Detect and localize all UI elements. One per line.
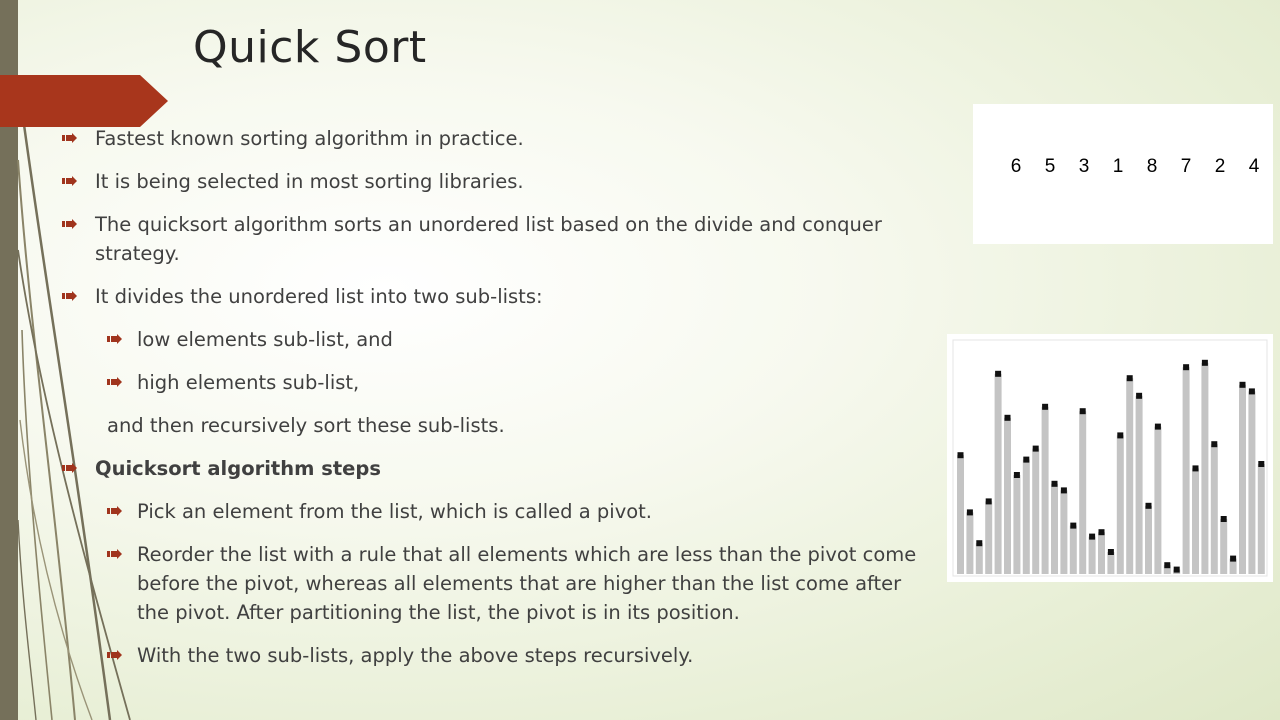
sorting-bar — [1183, 367, 1190, 574]
value-marker — [986, 498, 992, 504]
sorting-bar — [957, 455, 964, 574]
arrow-bullet-icon — [107, 549, 122, 559]
value-marker — [995, 371, 1001, 377]
value-marker — [1164, 562, 1170, 568]
arrow-bullet-icon — [62, 176, 77, 186]
sorting-bar — [1089, 537, 1096, 574]
value-marker — [1136, 393, 1142, 399]
sorting-bar — [1258, 464, 1265, 574]
sorting-bar — [966, 512, 973, 574]
sorting-bar — [1013, 475, 1020, 574]
value-marker — [1099, 529, 1105, 535]
value-marker — [1080, 408, 1086, 414]
value-marker — [1089, 534, 1095, 540]
bullet-text: Pick an element from the list, which is called a pivot. — [137, 500, 653, 523]
number-sequence — [999, 156, 1271, 178]
value-marker — [1155, 424, 1161, 430]
slide-title: Quick Sort — [193, 22, 427, 73]
sequence-number: 2 — [1214, 156, 1226, 177]
sequence-number: 3 — [1078, 156, 1090, 177]
bullet-item — [62, 454, 932, 483]
arrow-bullet-icon — [107, 506, 122, 516]
sorting-bar — [1042, 407, 1049, 574]
value-marker — [976, 540, 982, 546]
arrow-bullet-icon — [107, 377, 122, 387]
sorting-bar — [1070, 526, 1077, 574]
sorting-bars-image — [947, 334, 1273, 582]
number-sequence-image — [973, 104, 1273, 244]
sorting-bar — [1117, 435, 1124, 574]
value-marker — [1033, 446, 1039, 452]
value-marker — [1193, 465, 1199, 471]
bullet-text: The quicksort algorithm sorts an unordered list based on the divide and conquer strategy. — [95, 213, 882, 265]
value-marker — [958, 452, 964, 458]
sorting-bar — [1107, 552, 1114, 574]
sequence-number: 1 — [1112, 156, 1124, 177]
value-marker — [1070, 523, 1076, 529]
bullet-text: and then recursively sort these sub-lists. — [107, 414, 505, 437]
value-marker — [1023, 457, 1029, 463]
bullet-text: It divides the unordered list into two sub-lists: — [95, 285, 543, 308]
sorting-bar — [1079, 411, 1086, 574]
bullet-text: It is being selected in most sorting libraries. — [95, 170, 524, 193]
sorting-bar — [1145, 506, 1152, 574]
sorting-bar — [1060, 490, 1067, 574]
bullet-item — [62, 124, 932, 153]
sequence-number: 8 — [1146, 156, 1158, 177]
sequence-number: 5 — [1044, 156, 1056, 177]
bullet-text: high elements sub-list, — [137, 371, 360, 394]
value-marker — [1014, 472, 1020, 478]
value-marker — [1221, 516, 1227, 522]
value-marker — [1174, 567, 1180, 573]
sorting-bar — [1136, 396, 1143, 574]
sub-bullet-item — [62, 641, 932, 670]
value-marker — [1052, 481, 1058, 487]
value-marker — [1202, 360, 1208, 366]
bullet-text: Reorder the list with a rule that all elements which are less than the pivot come before the pivot, whereas all elements that are higher than the list come after the pivot. After partitioning the list, the pivot is in its position. — [137, 543, 917, 624]
bullet-item — [62, 282, 932, 311]
sorting-bar — [1220, 519, 1227, 574]
value-marker — [1230, 556, 1236, 562]
title-accent-tab — [0, 75, 168, 127]
arrow-bullet-icon — [62, 463, 77, 473]
bullet-list — [62, 124, 932, 684]
value-marker — [1005, 415, 1011, 421]
bullet-item — [62, 210, 932, 268]
value-marker — [1042, 404, 1048, 410]
sorting-bar — [1126, 378, 1133, 574]
value-marker — [1146, 503, 1152, 509]
sorting-bar — [995, 374, 1002, 574]
sorting-bar — [1239, 385, 1246, 574]
sorting-bar — [1098, 532, 1105, 574]
sorting-bars-graphic — [947, 334, 1273, 582]
sorting-bar — [1004, 418, 1011, 574]
sorting-bar — [985, 501, 992, 574]
value-marker — [1258, 461, 1264, 467]
value-marker — [1240, 382, 1246, 388]
sorting-bar — [1023, 460, 1030, 574]
value-marker — [1061, 487, 1067, 493]
sub-bullet-item — [62, 325, 932, 354]
sorting-bar — [976, 543, 983, 574]
bullet-text: low elements sub-list, and — [137, 328, 393, 351]
sub-bullet-item — [62, 497, 932, 526]
sub-bullet-item — [62, 540, 932, 627]
continuation-text — [62, 411, 932, 440]
bullet-text: Quicksort algorithm steps — [95, 457, 381, 480]
arrow-bullet-icon — [62, 133, 77, 143]
sorting-bar — [1192, 468, 1199, 574]
value-marker — [1117, 432, 1123, 438]
bullet-item — [62, 167, 932, 196]
sorting-bar — [1154, 427, 1161, 574]
value-marker — [1211, 441, 1217, 447]
sequence-number: 4 — [1248, 156, 1260, 177]
sorting-bar — [1248, 391, 1255, 574]
value-marker — [1183, 364, 1189, 370]
sorting-bar — [1032, 449, 1039, 574]
bullet-text: With the two sub-lists, apply the above steps recursively. — [137, 644, 694, 667]
value-marker — [967, 509, 973, 515]
value-marker — [1127, 375, 1133, 381]
arrow-bullet-icon — [107, 334, 122, 344]
sequence-number: 7 — [1180, 156, 1192, 177]
arrow-bullet-icon — [62, 219, 77, 229]
bullet-text: Fastest known sorting algorithm in practice. — [95, 127, 524, 150]
value-marker — [1108, 549, 1114, 555]
arrow-bullet-icon — [107, 650, 122, 660]
arrow-bullet-icon — [62, 291, 77, 301]
value-marker — [1249, 388, 1255, 394]
sequence-number: 6 — [1010, 156, 1022, 177]
sorting-bar — [1211, 444, 1218, 574]
sorting-bar — [1051, 484, 1058, 574]
sub-bullet-item — [62, 368, 932, 397]
sorting-bar — [1201, 363, 1208, 574]
